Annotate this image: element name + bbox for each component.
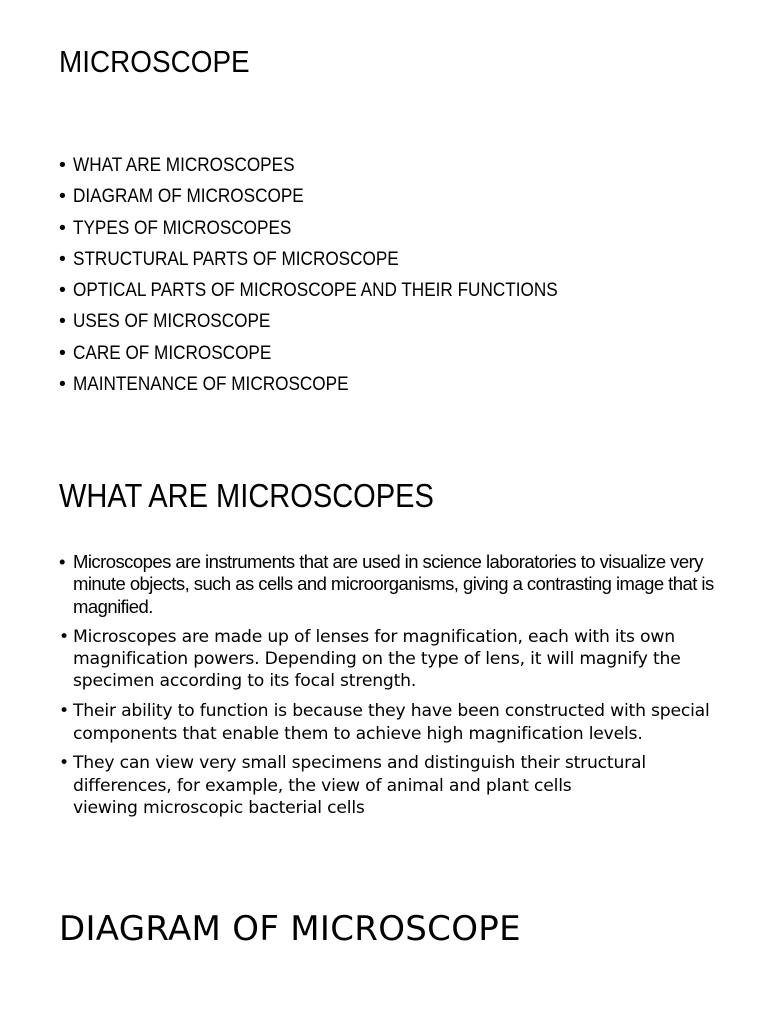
toc-item-label: CARE OF MICROSCOPE xyxy=(73,341,272,364)
paragraph-line: viewing microscopic bacterial cells xyxy=(73,797,365,818)
paragraph-line: Microscopes are instruments that are used in science laboratories to visualize very xyxy=(73,551,703,572)
paragraph-line: They can view very small specimens and distinguish their structural xyxy=(73,753,646,774)
page-title: MICROSCOPE xyxy=(59,44,250,79)
section-heading-what-are: WHAT ARE MICROSCOPES xyxy=(59,477,434,514)
bullet-icon: • xyxy=(59,247,66,270)
list-item xyxy=(59,626,719,693)
bullet-icon: • xyxy=(59,551,65,572)
bullet-icon: • xyxy=(59,154,66,176)
toc-item-label: USES OF MICROSCOPE xyxy=(73,310,271,333)
paragraph-line: Their ability to function is because they have been constructed with special xyxy=(73,701,710,722)
toc-item-label: OPTICAL PARTS OF MICROSCOPE AND THEIR FUNCTIONS xyxy=(73,279,558,302)
toc-item xyxy=(59,181,739,212)
paragraph-line: components that enable them to achieve high magnification levels. xyxy=(73,723,643,744)
list-item xyxy=(59,700,719,745)
toc-item-label: STRUCTURAL PARTS OF MICROSCOPE xyxy=(73,247,399,270)
bullet-icon: • xyxy=(59,185,66,208)
paragraph-line: magnified. xyxy=(73,595,153,617)
table-of-contents xyxy=(59,150,739,400)
bullet-icon: • xyxy=(59,341,66,364)
bullet-icon: • xyxy=(59,279,66,302)
list-item xyxy=(59,752,719,819)
bullet-icon: • xyxy=(59,216,66,239)
toc-item xyxy=(59,244,739,275)
paragraph-line: Microscopes are made up of lenses for magnification, each with its own xyxy=(73,626,675,647)
paragraph-line: magnification powers. Depending on the type of lens, it will magnify the xyxy=(73,649,681,670)
toc-item-label: WHAT ARE MICROSCOPES xyxy=(73,154,295,176)
paragraph-line: specimen according to its focal strength. xyxy=(73,671,417,692)
bullet-icon: • xyxy=(59,626,69,647)
paragraph-line: minute objects, such as cells and microorganisms, giving a contrasting image that is xyxy=(73,573,714,595)
toc-item xyxy=(59,338,739,369)
bullet-icon: • xyxy=(59,701,69,722)
toc-item xyxy=(59,369,739,400)
toc-item xyxy=(59,306,739,337)
list-item xyxy=(59,551,719,618)
toc-item xyxy=(59,213,739,244)
toc-item xyxy=(59,275,739,306)
bullet-icon: • xyxy=(59,753,69,774)
paragraph-line: differences, for example, the view of animal and plant cells xyxy=(73,775,572,796)
bullet-icon: • xyxy=(59,373,66,396)
toc-item-label: TYPES OF MICROSCOPES xyxy=(73,216,292,239)
toc-item xyxy=(59,150,739,181)
bullet-icon: • xyxy=(59,310,66,333)
what-are-bullet-list xyxy=(59,551,719,827)
toc-item-label: MAINTENANCE OF MICROSCOPE xyxy=(73,373,349,396)
toc-item-label: DIAGRAM OF MICROSCOPE xyxy=(73,185,304,208)
section-heading-diagram: DIAGRAM OF MICROSCOPE xyxy=(59,909,521,949)
